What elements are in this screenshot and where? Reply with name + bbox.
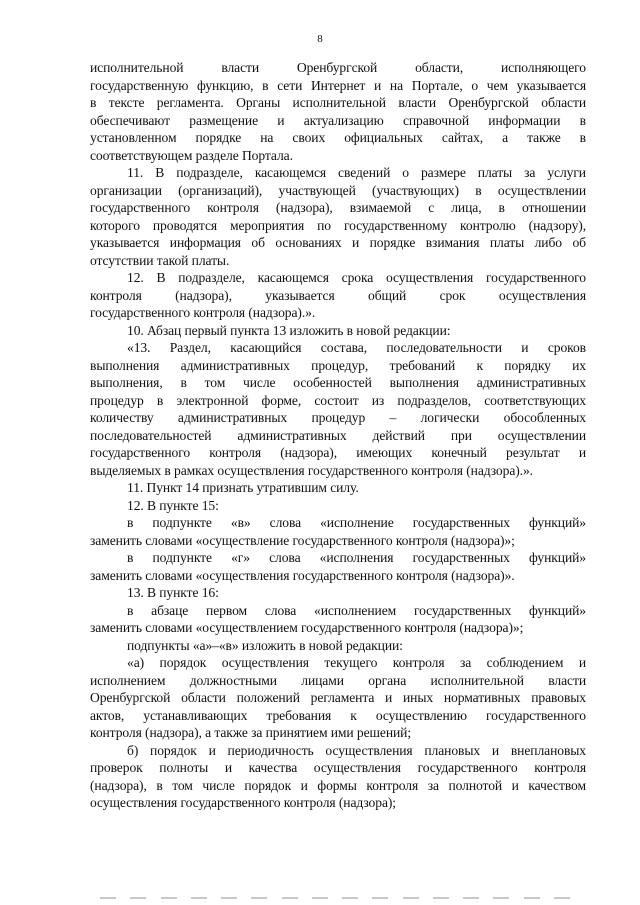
paragraph-12-line-1: подпункты «а»–«в» изложить в новой редакции: — [127, 637, 403, 653]
paragraph-13-line-3: Оренбургской области положений регламента и иных нормативных правовых — [90, 690, 586, 705]
paragraph-6-line-1: 11. Пункт 14 признать утратившим силу. — [127, 480, 359, 495]
paragraph-2-line-1: 11. В подразделе, касающемся сведений о размере платы за услуги — [127, 165, 586, 180]
paragraph-2-line-5: указывается информация об основаниях и порядке взимания платы либо об — [90, 235, 586, 250]
paragraph-13-line-2: исполнением должностными лицами органа исполнительной власти — [90, 672, 586, 688]
paragraph-3-line-3: государственного контроля (надзора).». — [90, 305, 316, 320]
paragraph-5-line-3: выполнения, в том числе особенностей выполнения административных — [90, 375, 586, 390]
paragraph-13-line-5: контроля (надзора), а также за принятием ими решений; — [90, 725, 412, 740]
paragraph-1-line-3: в тексте регламента. Органы исполнительной власти Оренбургской области — [90, 95, 586, 110]
paragraph-1-line-2: государственную функцию, в сети Интернет и на Портале, о чем указывается — [90, 77, 586, 93]
paragraph-1-line-6: соответствующем разделе Портала. — [90, 147, 293, 163]
paragraph-5-line-4: процедур в электронной форме, состоит из подразделов, соответствующих — [90, 392, 586, 408]
paragraph-10-line-1: 13. В пункте 16: — [127, 585, 219, 600]
paragraph-13-line-1: «а) порядок осуществления текущего контроля за соблюдением и — [127, 655, 586, 670]
paragraph-5-line-8: выделяемых в рамках осуществления государственного контроля (надзора).». — [90, 462, 533, 478]
paragraph-8-line-2: заменить словами «осуществление государственного контроля (надзора)»; — [90, 532, 515, 548]
paragraph-1-line-5: установленном порядке на своих официальных сайтах, а также в — [90, 130, 586, 145]
paragraph-5-line-5: количеству административных процедур – логически обособленных — [90, 410, 586, 425]
paragraph-1-line-1: исполнительной власти Оренбургской области, исполняющего — [90, 60, 586, 75]
paragraph-4-line-1: 10. Абзац первый пункта 13 изложить в новой редакции: — [127, 322, 451, 338]
paragraph-2-line-2: организации (организаций), участвующей (участвующих) в осуществлении — [90, 182, 586, 198]
page-number: 8 — [317, 33, 323, 45]
paragraph-2-line-3: государственного контроля (надзора), взимаемой с лица, в отношении — [90, 200, 586, 215]
paragraph-14-line-3: (надзора), в том числе порядок и формы контроля за полнотой и качеством — [90, 777, 586, 793]
paragraph-11-line-1: в абзаце первом слова «исполнением государственных функций» — [127, 602, 586, 618]
paragraph-13-line-4: актов, устанавливающих требования к осуществлению государственного — [90, 707, 586, 723]
paragraph-1-line-4: обеспечивают размещение и актуализацию справочной информации в — [90, 112, 586, 128]
paragraph-9-line-1: в подпункте «г» слова «исполнения государственных функций» — [127, 550, 586, 565]
paragraph-5-line-7: государственного контроля (надзора), имеющих конечный результат и — [90, 445, 586, 460]
paragraph-2-line-4: которого проводятся мероприятия по государственному контролю (надзору), — [90, 217, 586, 233]
paragraph-5-line-1: «13. Раздел, касающийся состава, последовательности и сроков — [127, 340, 586, 355]
paragraph-14-line-1: б) порядок и периодичность осуществления плановых и внеплановых — [127, 742, 586, 758]
paragraph-9-line-2: заменить словами «осуществления государственного контроля (надзора)». — [90, 567, 515, 583]
paragraph-14-line-2: проверок полноты и качества осуществления государственного контроля — [90, 760, 586, 775]
paragraph-14-line-4: осуществления государственного контроля (надзора); — [90, 795, 396, 810]
paragraph-8-line-1: в подпункте «в» слова «исполнение государственных функций» — [127, 515, 586, 530]
paragraph-3-line-1: 12. В подразделе, касающемся срока осуществления государственного — [127, 270, 586, 285]
paragraph-2-line-6: отсутствии такой платы. — [90, 252, 230, 268]
paragraph-7-line-1: 12. В пункте 15: — [127, 497, 219, 513]
paragraph-11-line-2: заменить словами «осуществлением государственного контроля (надзора)»; — [90, 620, 524, 635]
paragraph-3-line-2: контроля (надзора), указывается общий срок осуществления — [90, 287, 586, 303]
document-body — [90, 59, 586, 812]
scan-artifact-strip — [100, 895, 570, 901]
paragraph-5-line-6: последовательностей административных действий при осуществлении — [90, 427, 586, 443]
paragraph-5-line-2: выполнения административных процедур, требований к порядку их — [90, 357, 586, 373]
